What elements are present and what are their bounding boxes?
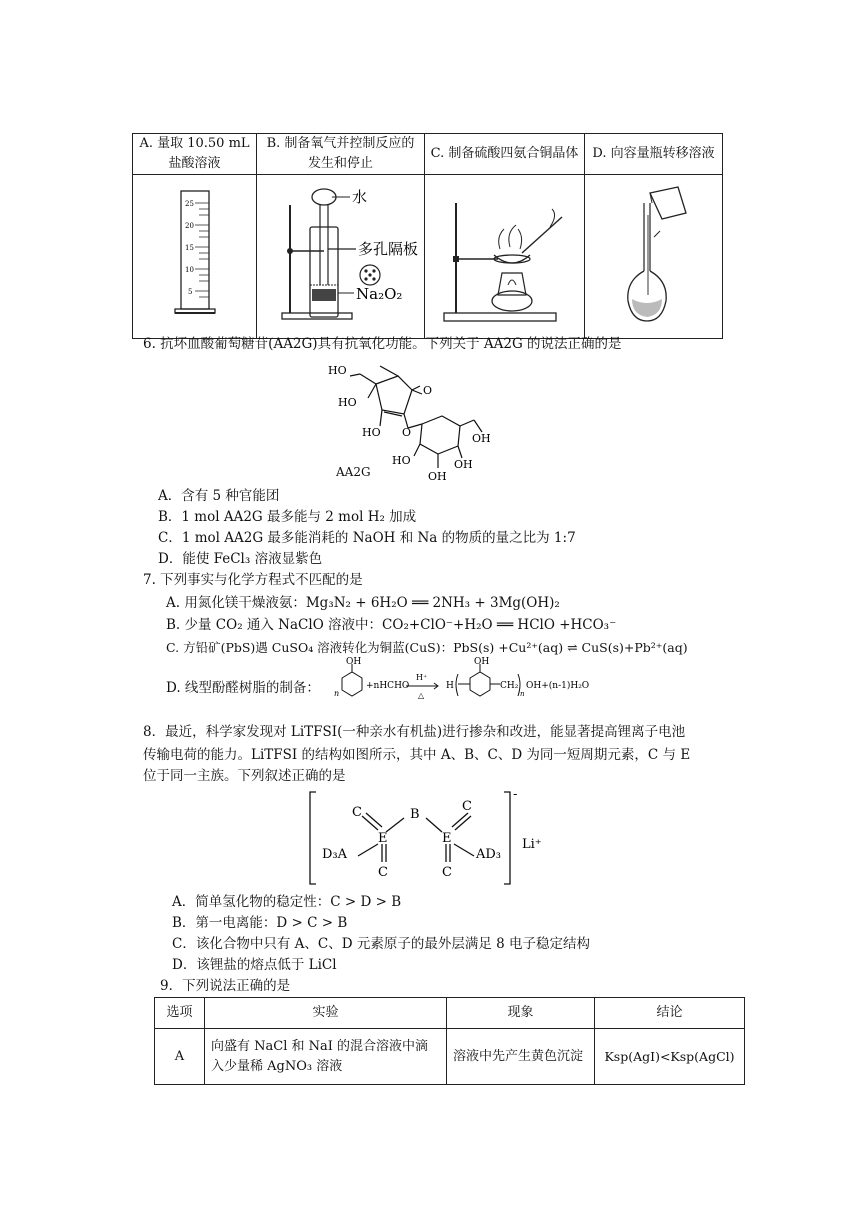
q6-option-c: C．1 mol AA2G 最多能消耗的 NaOH 和 Na 的物质的量之比为 1:7 bbox=[158, 530, 576, 546]
eq-oh-right: OH bbox=[474, 657, 490, 667]
q6-option-b: B．1 mol AA2G 最多能与 2 mol H₂ 加成 bbox=[158, 509, 417, 525]
phenol-resin-equation bbox=[310, 656, 610, 708]
litfsi-c-top-left: C bbox=[352, 805, 362, 820]
q8-option-b: B．第一电离能：D > C > B bbox=[172, 915, 348, 931]
q8-option-d: D．该锂盐的熔点低于 LiCl bbox=[172, 957, 337, 973]
q9-header-experiment: 实验 bbox=[205, 998, 447, 1029]
volumetric-flask-icon bbox=[586, 175, 722, 331]
q8-option-c: C．该化合物中只有 A、C、D 元素原子的最外层满足 8 电子稳定结构 bbox=[172, 936, 590, 952]
q8-stem-line-1: 8．最近，科学家发现对 LiTFSI(一种亲水有机盐)进行掺杂和改进，能显著提高锂离子电池 bbox=[143, 724, 686, 740]
litfsi-c-top-right: C bbox=[462, 799, 472, 814]
gas-generator-icon bbox=[258, 175, 424, 331]
q9-table bbox=[154, 997, 745, 1085]
apparatus-table bbox=[132, 133, 723, 339]
eq-ch2: CH₂ bbox=[500, 681, 519, 691]
litfsi-ad3: AD₃ bbox=[476, 847, 502, 862]
aa2g-label-o-carbonyl: O bbox=[423, 384, 433, 397]
annotation-water: 水 bbox=[351, 188, 367, 206]
q9-row-option: A bbox=[155, 1029, 205, 1085]
q6-option-a: A．含有 5 种官能团 bbox=[158, 488, 280, 504]
eq-n-sub: n bbox=[520, 690, 525, 698]
q8-option-a: A．简单氢化物的稳定性：C > D > B bbox=[172, 894, 402, 910]
eq-oh-left: OH bbox=[346, 657, 362, 667]
aa2g-label-o-bridge: O bbox=[402, 426, 412, 439]
litfsi-li-cation: Li⁺ bbox=[522, 837, 542, 852]
annotation-na2o2: Na₂O₂ bbox=[355, 285, 402, 303]
eq-h-prefix: H bbox=[446, 681, 454, 691]
annotation-porous-plate: 多孔隔板 bbox=[357, 240, 418, 258]
cylinder-tick-15: 15 bbox=[184, 244, 194, 252]
apparatus-label-a: A. 量取 10.50 mL 盐酸溶液 bbox=[133, 134, 257, 175]
eq-reagent: +nHCHO bbox=[366, 681, 410, 691]
q7-option-d: D. 线型酚醛树脂的制备： bbox=[166, 680, 320, 696]
eq-above-arrow: H⁺ bbox=[416, 673, 428, 682]
graduated-cylinder-icon bbox=[135, 175, 255, 331]
cylinder-tick-10: 10 bbox=[184, 266, 194, 274]
aa2g-label-oh-ch2: OH bbox=[472, 432, 491, 445]
cylinder-tick-20: 20 bbox=[184, 222, 194, 230]
q9-stem: 9．下列说法正确的是 bbox=[160, 978, 291, 994]
aa2g-label-ho-mid: HO bbox=[338, 396, 357, 409]
apparatus-label-b: B. 制备氧气并控制反应的发生和停止 bbox=[257, 134, 425, 175]
q9-header-conclusion: 结论 bbox=[595, 998, 745, 1029]
q9-row-conclusion: Ksp(AgI)<Ksp(AgCl) bbox=[595, 1029, 745, 1085]
gas-generator-figure bbox=[257, 175, 425, 339]
litfsi-e-right: E bbox=[442, 831, 452, 846]
aa2g-name: AA2G bbox=[336, 465, 371, 479]
cylinder-tick-25: 25 bbox=[184, 200, 194, 208]
q7-option-a: A. 用氮化镁干燥液氨：Mg₃N₂ + 6H₂O ══ 2NH₃ + 3Mg(OH)₂ bbox=[166, 595, 560, 611]
q6-stem: 6. 抗坏血酸葡萄糖苷(AA2G)具有抗氧化功能。下列关于 AA2G 的说法正确的是 bbox=[143, 336, 622, 352]
aa2g-label-ho-enol: HO bbox=[362, 426, 381, 439]
eq-below-arrow: △ bbox=[418, 691, 425, 700]
eq-tail: OH+(n-1)H₂O bbox=[526, 681, 590, 691]
litfsi-c-bottom-left: C bbox=[378, 865, 388, 880]
q7-option-b: B. 少量 CO₂ 通入 NaClO 溶液中：CO₂+ClO⁻+H₂O ══ HClO +HCO₃⁻ bbox=[166, 617, 617, 633]
q9-row-phenomenon: 溶液中先产生黄色沉淀 bbox=[447, 1029, 595, 1085]
litfsi-e-left: E bbox=[378, 831, 388, 846]
volumetric-flask-figure bbox=[585, 175, 723, 339]
aa2g-label-ho-ring: HO bbox=[392, 454, 411, 467]
graduated-cylinder-figure bbox=[133, 175, 257, 339]
apparatus-label-c: C. 制备硫酸四氨合铜晶体 bbox=[425, 134, 585, 175]
aa2g-label-oh-ring-right: OH bbox=[454, 458, 473, 471]
eq-n-left: n bbox=[334, 689, 340, 698]
q8-stem-line-3: 位于同一主族。下列叙述正确的是 bbox=[143, 768, 346, 784]
litfsi-structure bbox=[300, 786, 570, 890]
litfsi-charge: - bbox=[513, 787, 518, 802]
q9-header-option: 选项 bbox=[155, 998, 205, 1029]
q6-option-d: D．能使 FeCl₃ 溶液显紫色 bbox=[158, 551, 323, 567]
evaporation-figure bbox=[425, 175, 585, 339]
evaporation-setup-icon bbox=[426, 175, 584, 331]
litfsi-c-bottom-right: C bbox=[442, 865, 452, 880]
q8-stem-line-2: 传输电荷的能力。LiTFSI 的结构如图所示，其中 A、B、C、D 为同一短周期元素，C 与 E bbox=[143, 747, 691, 763]
litfsi-d3a: D₃A bbox=[322, 847, 348, 862]
cylinder-tick-5: 5 bbox=[187, 288, 192, 296]
table-row bbox=[155, 1029, 745, 1085]
aa2g-label-ho-top: HO bbox=[328, 364, 347, 377]
apparatus-label-d: D. 向容量瓶转移溶液 bbox=[585, 134, 723, 175]
litfsi-b-center: B bbox=[410, 807, 420, 822]
aa2g-label-oh-ring-bottom: OH bbox=[428, 470, 447, 483]
q9-row-experiment: 向盛有 NaCl 和 NaI 的混合溶液中滴入少量稀 AgNO₃ 溶液 bbox=[205, 1029, 447, 1085]
q9-header-phenomenon: 现象 bbox=[447, 998, 595, 1029]
q7-option-c: C. 方铅矿(PbS)遇 CuSO₄ 溶液转化为铜蓝(CuS)：PbS(s) +Cu²⁺(aq) ⇌ CuS(s)+Pb²⁺(aq) bbox=[166, 640, 688, 655]
q7-stem: 7. 下列事实与化学方程式不匹配的是 bbox=[143, 572, 363, 588]
